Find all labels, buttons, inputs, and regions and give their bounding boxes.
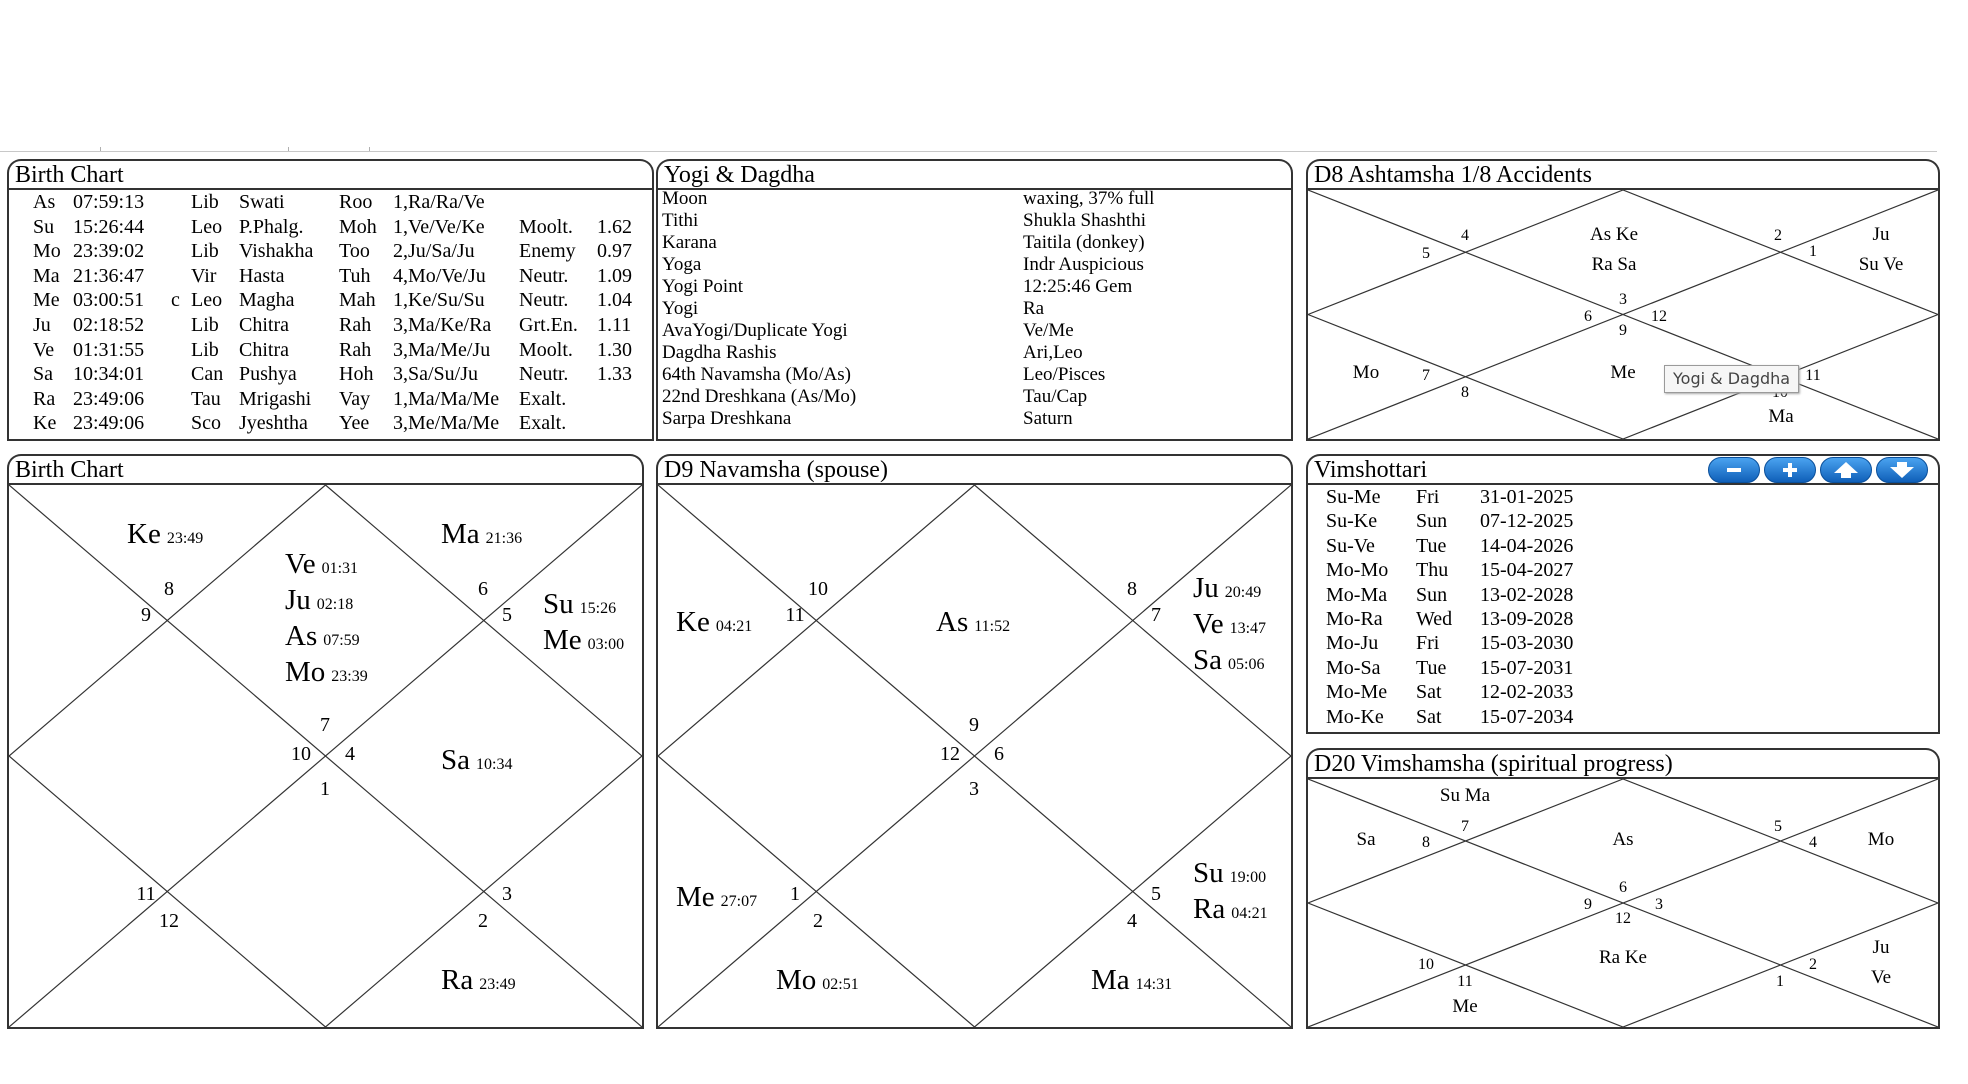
d8-planets-br: Ma bbox=[1768, 406, 1794, 427]
d8-panel bbox=[1306, 159, 1940, 441]
yogi-value: Saturn bbox=[1023, 408, 1073, 429]
cell-sign: Vir bbox=[191, 264, 217, 287]
zoom-out-button[interactable] bbox=[1708, 457, 1760, 483]
yogi-label: Sarpa Dreshkana bbox=[662, 408, 792, 429]
d1-house-num: 11 bbox=[136, 883, 156, 905]
d1-house-num: 6 bbox=[478, 578, 488, 600]
d20-planets: Me bbox=[1452, 996, 1478, 1017]
cell-flag bbox=[171, 387, 191, 412]
d1-planet: Su 15:26 bbox=[543, 588, 617, 620]
d1-planet: Ma 21:36 bbox=[441, 518, 523, 550]
d20-house-num: 7 bbox=[1461, 818, 1469, 835]
d8-planets-tr-1: Ju bbox=[1872, 224, 1890, 245]
birth-table-row bbox=[33, 190, 647, 215]
d1-planet: Ra 23:49 bbox=[441, 964, 516, 996]
divider-tick bbox=[100, 147, 101, 151]
d20-house-num: 5 bbox=[1774, 818, 1782, 835]
dasha-row[interactable] bbox=[1326, 485, 1620, 509]
yogi-label: Yoga bbox=[662, 254, 702, 275]
cell-lord: 2,Ju/Sa/Ju bbox=[393, 240, 475, 263]
birth-planet-table bbox=[33, 190, 647, 436]
cell-sign: Sco bbox=[191, 412, 221, 435]
dasha-date: 15-07-2031 bbox=[1480, 656, 1574, 679]
yogi-value: Ra bbox=[1023, 298, 1045, 319]
d8-planets-center: Me bbox=[1610, 362, 1636, 383]
dasha-period: Mo-Ju bbox=[1326, 632, 1379, 655]
cell-nak: Pushya bbox=[239, 363, 297, 386]
d8-house-num: 1 bbox=[1809, 243, 1817, 260]
birth-table-row bbox=[33, 264, 647, 289]
dasha-row[interactable] bbox=[1326, 631, 1620, 655]
d9-house-num: 4 bbox=[1127, 910, 1137, 932]
cell-rel: Neutr. bbox=[519, 289, 569, 312]
d20-planets: Ra Ke bbox=[1598, 947, 1648, 968]
d1-house-num: 4 bbox=[345, 743, 355, 765]
cell-flag bbox=[171, 411, 191, 436]
cell-nak: Swati bbox=[239, 191, 285, 213]
dasha-date: 14-04-2026 bbox=[1480, 534, 1574, 557]
cell-lord: 1,Ve/Ve/Ke bbox=[393, 215, 485, 238]
cell-pada: Hoh bbox=[339, 363, 374, 386]
cell-lord: 1,Ma/Ma/Me bbox=[393, 387, 500, 410]
dasha-day: Thu bbox=[1416, 559, 1449, 582]
d20-house-num: 3 bbox=[1655, 896, 1663, 913]
d8-house-num: 5 bbox=[1422, 245, 1430, 262]
d1-planet: Ju 02:18 bbox=[285, 584, 354, 616]
d20-house-num: 6 bbox=[1619, 879, 1627, 896]
dasha-day: Sun bbox=[1416, 510, 1448, 533]
d8-house-num: 12 bbox=[1651, 308, 1667, 325]
cell-planet: Ju bbox=[33, 313, 51, 336]
d9-planet: As 11:52 bbox=[936, 606, 1011, 638]
d8-house-num: 7 bbox=[1422, 367, 1430, 384]
d20-planets: Ve bbox=[1870, 967, 1892, 988]
zoom-in-button[interactable] bbox=[1764, 457, 1816, 483]
d9-house-num: 11 bbox=[785, 604, 805, 626]
dasha-period: Su-Me bbox=[1326, 486, 1381, 508]
cell-sign: Lib bbox=[191, 338, 219, 361]
d9-planet: Ra 04:21 bbox=[1193, 893, 1268, 925]
yogi-body bbox=[656, 188, 1293, 441]
d8-house-num: 8 bbox=[1461, 384, 1469, 401]
d20-planets: Ju bbox=[1872, 937, 1890, 958]
dasha-date: 13-09-2028 bbox=[1480, 608, 1574, 631]
cell-planet: Mo bbox=[33, 240, 61, 263]
d9-house-num: 7 bbox=[1151, 604, 1161, 626]
cell-lord: 3,Ma/Me/Ju bbox=[393, 338, 491, 361]
panel-title[interactable]: D20 Vimshamsha (spiritual progress) bbox=[1306, 748, 1940, 777]
cell-pada: Rah bbox=[339, 313, 372, 336]
d20-house-num: 9 bbox=[1584, 896, 1592, 913]
cell-planet: Ma bbox=[33, 264, 60, 287]
cell-flag: c bbox=[171, 289, 180, 312]
dasha-date: 13-02-2028 bbox=[1480, 583, 1574, 606]
yogi-panel bbox=[656, 159, 1293, 441]
cell-time: 02:18:52 bbox=[73, 313, 145, 336]
dasha-day: Sat bbox=[1416, 705, 1442, 728]
cell-sign: Lib bbox=[191, 313, 219, 336]
cell-time: 23:49:06 bbox=[73, 412, 145, 435]
cell-rel bbox=[519, 190, 597, 215]
d1-planet: Mo 23:39 bbox=[285, 656, 368, 688]
cell-pada: Tuh bbox=[339, 264, 371, 287]
divider-tick bbox=[288, 147, 289, 151]
cell-time: 10:34:01 bbox=[73, 363, 145, 386]
cell-time: 23:39:02 bbox=[73, 240, 145, 263]
d20-house-num: 4 bbox=[1809, 834, 1817, 851]
dasha-day: Fri bbox=[1416, 486, 1440, 508]
dasha-period: Su-Ke bbox=[1326, 510, 1378, 533]
d8-planets-tr-2: Su Ve bbox=[1858, 254, 1904, 275]
yogi-value: Indr Auspicious bbox=[1023, 254, 1144, 275]
cell-rel: Exalt. bbox=[519, 412, 567, 435]
cell-pada: Yee bbox=[339, 412, 370, 435]
cell-rel: Exalt. bbox=[519, 387, 567, 410]
birth-table-row bbox=[33, 288, 647, 313]
dasha-day: Wed bbox=[1416, 608, 1453, 631]
cell-pada: Roo bbox=[339, 191, 373, 213]
birth-table-row bbox=[33, 411, 647, 436]
d8-chart[interactable] bbox=[1306, 188, 1940, 441]
dasha-day: Tue bbox=[1416, 534, 1447, 557]
d8-house-num: 2 bbox=[1774, 227, 1782, 244]
panel-title[interactable]: D9 Navamsha (spouse) bbox=[656, 454, 1293, 483]
dasha-date: 15-07-2034 bbox=[1480, 705, 1574, 728]
d20-planets: Sa bbox=[1356, 829, 1376, 850]
dasha-period: Mo-Sa bbox=[1326, 656, 1381, 679]
d20-house-num: 11 bbox=[1457, 973, 1473, 990]
d20-house-num: 2 bbox=[1809, 956, 1817, 973]
d9-panel bbox=[656, 454, 1293, 1029]
top-divider bbox=[0, 151, 1937, 152]
yogi-value: 12:25:46 Gem bbox=[1023, 276, 1133, 297]
cell-nak: Magha bbox=[239, 289, 295, 312]
cell-sign: Tau bbox=[191, 387, 221, 410]
panel-title[interactable]: Vimshottari bbox=[1306, 454, 1940, 483]
dasha-period: Mo-Mo bbox=[1326, 559, 1389, 582]
cell-planet: Sa bbox=[33, 363, 53, 386]
cell-val: 1.09 bbox=[597, 264, 632, 287]
cell-nak: Mrigashi bbox=[239, 387, 312, 410]
cell-pada: Too bbox=[339, 240, 370, 263]
panel-title[interactable]: Birth Chart bbox=[7, 454, 644, 483]
cell-lord: 4,Mo/Ve/Ju bbox=[393, 264, 486, 287]
birth-table-row bbox=[33, 387, 647, 412]
cell-nak: Jyeshtha bbox=[239, 412, 308, 435]
divider-tick bbox=[369, 147, 370, 151]
dasha-day: Fri bbox=[1416, 632, 1440, 655]
d9-house-num: 8 bbox=[1127, 578, 1137, 600]
dasha-period: Su-Ve bbox=[1326, 534, 1375, 557]
birth-table-panel bbox=[7, 159, 654, 441]
dasha-period: Mo-Ma bbox=[1326, 583, 1388, 606]
d1-house-num: 9 bbox=[141, 604, 151, 626]
dasha-table bbox=[1326, 485, 1620, 729]
d8-chart-svg bbox=[1308, 190, 1938, 439]
d1-house-num: 10 bbox=[291, 743, 311, 765]
d8-house-num: 9 bbox=[1619, 322, 1627, 339]
yogi-label: 22nd Dreshkana (As/Mo) bbox=[662, 386, 857, 407]
cell-lord: 3,Sa/Su/Ju bbox=[393, 363, 479, 386]
yogi-value: Ve/Me bbox=[1023, 320, 1074, 341]
d9-planet: Ma 14:31 bbox=[1091, 964, 1173, 996]
yogi-label: Yogi Point bbox=[662, 276, 743, 297]
cell-pada: Mah bbox=[339, 289, 376, 312]
cell-planet: As bbox=[33, 191, 56, 213]
d1-planet: Ve 01:31 bbox=[285, 548, 359, 580]
yogi-label: Moon bbox=[662, 188, 708, 209]
d9-planet: Su 19:00 bbox=[1193, 857, 1267, 889]
d1-planet: Ke 23:49 bbox=[127, 518, 204, 550]
d20-chart[interactable] bbox=[1306, 777, 1940, 1029]
yogi-value: Tau/Cap bbox=[1023, 386, 1088, 407]
d9-house-num: 6 bbox=[994, 743, 1004, 765]
d1-house-num: 2 bbox=[478, 910, 488, 932]
cell-val: 1.11 bbox=[597, 313, 632, 336]
d20-panel bbox=[1306, 748, 1940, 1029]
d1-house-num: 7 bbox=[320, 714, 330, 736]
cell-val bbox=[597, 387, 647, 412]
d1-house-num: 12 bbox=[159, 910, 179, 932]
tooltip: Yogi & Dagdha bbox=[1664, 365, 1799, 393]
birth-table-row bbox=[33, 338, 647, 363]
yogi-value: Leo/Pisces bbox=[1023, 364, 1106, 385]
d1-house-num: 3 bbox=[502, 883, 512, 905]
dasha-row[interactable] bbox=[1326, 534, 1620, 558]
d9-chart[interactable] bbox=[656, 483, 1293, 1029]
cell-planet: Me bbox=[33, 289, 60, 312]
cell-rel: Moolt. bbox=[519, 338, 573, 361]
d20-house-num: 1 bbox=[1776, 973, 1784, 990]
dasha-date: 15-03-2030 bbox=[1480, 632, 1574, 655]
cell-flag bbox=[171, 362, 191, 387]
birth-table-row bbox=[33, 313, 647, 338]
dasha-row[interactable] bbox=[1326, 680, 1620, 704]
cell-nak: P.Phalg. bbox=[239, 215, 304, 238]
cell-planet: Su bbox=[33, 215, 55, 238]
cell-planet: Ra bbox=[33, 387, 56, 410]
panel-title[interactable]: Birth Chart bbox=[7, 159, 654, 188]
d9-planet: Sa 05:06 bbox=[1193, 644, 1265, 676]
dasha-row[interactable] bbox=[1326, 656, 1620, 680]
cell-lord: 1,Ke/Su/Su bbox=[393, 289, 485, 312]
dasha-day: Sun bbox=[1416, 583, 1448, 606]
d20-house-num: 10 bbox=[1418, 956, 1434, 973]
yogi-label: Dagdha Rashis bbox=[662, 342, 777, 363]
d8-planets-top-2: Ra Sa bbox=[1591, 254, 1637, 275]
birth-table-row bbox=[33, 215, 647, 240]
d9-planet: Me 27:07 bbox=[676, 881, 758, 913]
birth-table-body bbox=[7, 188, 654, 441]
yogi-label: Yogi bbox=[662, 298, 699, 319]
d9-house-num: 12 bbox=[940, 743, 960, 765]
yogi-value: waxing, 37% full bbox=[1023, 188, 1155, 209]
cell-flag bbox=[171, 190, 191, 215]
yogi-label: Tithi bbox=[662, 210, 699, 231]
birth-chart-panel bbox=[7, 454, 644, 1029]
d9-planet: Ju 20:49 bbox=[1193, 572, 1262, 604]
dasha-row[interactable] bbox=[1326, 607, 1620, 631]
cell-flag bbox=[171, 264, 191, 289]
dasha-day: Sat bbox=[1416, 681, 1442, 704]
panel-title[interactable]: D8 Ashtamsha 1/8 Accidents bbox=[1306, 159, 1940, 188]
d9-house-num: 5 bbox=[1151, 883, 1161, 905]
scroll-up-button[interactable] bbox=[1820, 457, 1872, 483]
birth-table-row bbox=[33, 362, 647, 387]
cell-rel: Enemy bbox=[519, 240, 576, 263]
cell-nak: Hasta bbox=[239, 264, 285, 287]
dasha-row[interactable] bbox=[1326, 705, 1620, 729]
cell-pada: Moh bbox=[339, 215, 377, 238]
dasha-date: 07-12-2025 bbox=[1480, 510, 1574, 533]
cell-planet: Ve bbox=[33, 338, 55, 361]
cell-nak: Chitra bbox=[239, 338, 289, 361]
d9-planet: Mo 02:51 bbox=[776, 964, 859, 996]
cell-rel: Neutr. bbox=[519, 363, 569, 386]
dasha-date: 12-02-2033 bbox=[1480, 681, 1574, 704]
d1-house-num: 8 bbox=[164, 578, 174, 600]
cell-flag bbox=[171, 239, 191, 264]
dasha-row[interactable] bbox=[1326, 509, 1620, 533]
d9-planet: Ke 04:21 bbox=[676, 606, 753, 638]
cell-lord: 3,Me/Ma/Me bbox=[393, 412, 500, 435]
dasha-row[interactable] bbox=[1326, 558, 1620, 582]
d8-house-num: 6 bbox=[1584, 308, 1592, 325]
d8-house-num: 3 bbox=[1619, 291, 1627, 308]
cell-nak: Vishakha bbox=[239, 240, 314, 263]
cell-rel: Grt.En. bbox=[519, 313, 578, 336]
cell-pada: Rah bbox=[339, 338, 372, 361]
d1-planet: As 07:59 bbox=[285, 620, 360, 652]
cell-rel: Neutr. bbox=[519, 264, 569, 287]
dasha-day: Tue bbox=[1416, 656, 1447, 679]
cell-planet: Ke bbox=[33, 412, 57, 435]
cell-sign: Leo bbox=[191, 215, 223, 238]
cell-time: 07:59:13 bbox=[73, 191, 145, 213]
dasha-period: Mo-Ke bbox=[1326, 705, 1384, 728]
scroll-down-button[interactable] bbox=[1876, 457, 1928, 483]
d9-chart-svg bbox=[658, 485, 1291, 1027]
dasha-row[interactable] bbox=[1326, 583, 1620, 607]
d9-house-num: 9 bbox=[969, 714, 979, 736]
d8-planets-top-1: As Ke bbox=[1589, 224, 1639, 245]
cell-sign: Leo bbox=[191, 289, 223, 312]
arrow-up-icon bbox=[1821, 458, 1871, 482]
vimshottari-body bbox=[1306, 483, 1940, 734]
cell-flag bbox=[171, 338, 191, 363]
d20-chart-svg bbox=[1308, 779, 1938, 1027]
cell-time: 23:49:06 bbox=[73, 387, 145, 410]
yogi-label: Karana bbox=[662, 232, 717, 253]
d9-planet: Ve 13:47 bbox=[1193, 608, 1267, 640]
birth-chart[interactable] bbox=[7, 483, 644, 1029]
d20-house-num: 12 bbox=[1615, 910, 1631, 927]
cell-val: 1.62 bbox=[597, 215, 632, 238]
birth-chart-svg bbox=[9, 485, 642, 1027]
yogi-value: Ari,Leo bbox=[1023, 342, 1083, 363]
d9-house-num: 10 bbox=[808, 578, 828, 600]
cell-val: 0.97 bbox=[597, 240, 632, 263]
d1-planet: Sa 10:34 bbox=[441, 744, 513, 776]
d8-house-num: 4 bbox=[1461, 227, 1469, 244]
d20-planets: Su Ma bbox=[1439, 785, 1491, 806]
d8-house-num: 11 bbox=[1805, 367, 1821, 384]
cell-lord: 3,Ma/Ke/Ra bbox=[393, 313, 492, 336]
cell-val: 1.04 bbox=[597, 289, 632, 312]
cell-flag bbox=[171, 215, 191, 240]
cell-nak: Chitra bbox=[239, 313, 289, 336]
d9-house-num: 3 bbox=[969, 778, 979, 800]
d9-house-num: 1 bbox=[790, 883, 800, 905]
cell-val bbox=[597, 411, 647, 436]
birth-table-row bbox=[33, 239, 647, 264]
d9-house-num: 2 bbox=[813, 910, 823, 932]
dasha-period: Mo-Me bbox=[1326, 681, 1388, 704]
d1-house-num: 1 bbox=[320, 778, 330, 800]
d8-planets-left: Mo bbox=[1352, 362, 1380, 383]
cell-time: 15:26:44 bbox=[73, 215, 145, 238]
yogi-label: AvaYogi/Duplicate Yogi bbox=[662, 320, 848, 341]
cell-time: 01:31:55 bbox=[73, 338, 145, 361]
cell-time: 03:00:51 bbox=[73, 289, 145, 312]
yogi-label: 64th Navamsha (Mo/As) bbox=[662, 364, 851, 385]
cell-val bbox=[597, 190, 647, 215]
d20-planets: As bbox=[1612, 829, 1634, 850]
cell-val: 1.33 bbox=[597, 363, 632, 386]
cell-pada: Vay bbox=[339, 387, 371, 410]
d1-house-num: 5 bbox=[502, 604, 512, 626]
plus-icon bbox=[1765, 458, 1815, 482]
cell-sign: Can bbox=[191, 363, 224, 386]
d20-planets: Mo bbox=[1867, 829, 1895, 850]
d1-planet: Me 03:00 bbox=[543, 624, 625, 656]
cell-lord: 1,Ra/Ra/Ve bbox=[393, 191, 485, 213]
arrow-down-icon bbox=[1877, 458, 1927, 482]
cell-rel: Moolt. bbox=[519, 215, 573, 238]
minus-icon bbox=[1709, 458, 1759, 482]
cell-sign: Lib bbox=[191, 240, 219, 263]
yogi-value: Shukla Shashthi bbox=[1023, 210, 1146, 231]
cell-flag bbox=[171, 313, 191, 338]
vimshottari-panel bbox=[1306, 454, 1940, 734]
dasha-period: Mo-Ra bbox=[1326, 608, 1383, 631]
dasha-date: 31-01-2025 bbox=[1480, 486, 1574, 508]
yogi-value: Taitila (donkey) bbox=[1023, 232, 1145, 253]
d20-house-num: 8 bbox=[1422, 834, 1430, 851]
cell-time: 21:36:47 bbox=[73, 264, 145, 287]
panel-title[interactable]: Yogi & Dagdha bbox=[656, 159, 1293, 188]
cell-val: 1.30 bbox=[597, 338, 632, 361]
dasha-date: 15-04-2027 bbox=[1480, 559, 1574, 582]
cell-sign: Lib bbox=[191, 191, 219, 213]
